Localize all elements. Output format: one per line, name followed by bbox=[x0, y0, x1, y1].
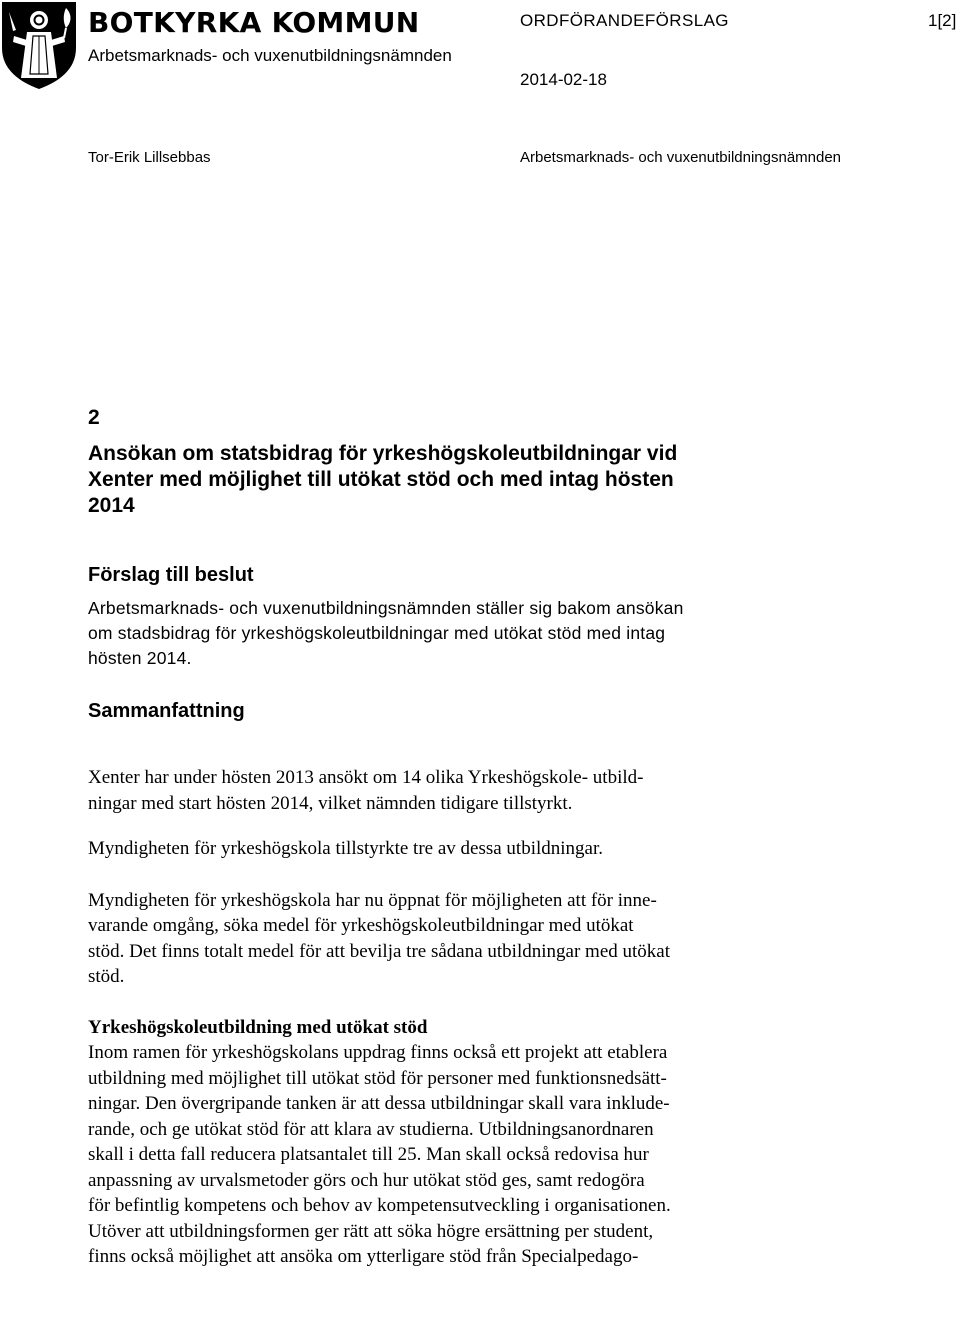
title-line: Xenter med möjlighet till utökat stöd och med intag hösten bbox=[88, 468, 674, 491]
proposal-heading: Förslag till beslut bbox=[88, 564, 254, 586]
summary-heading: Sammanfattning bbox=[88, 700, 245, 722]
document-title bbox=[88, 441, 828, 519]
proposal-text bbox=[88, 596, 828, 671]
coat-of-arms-icon bbox=[0, 0, 78, 90]
paragraph-line: stöd. bbox=[88, 966, 125, 987]
item-number: 2 bbox=[88, 406, 100, 429]
department-name: Arbetsmarknads- och vuxenutbildningsnämnden bbox=[88, 46, 452, 65]
paragraph-line: rande, och ge utökat stöd för att klara av studierna. Utbildningsanordnaren bbox=[88, 1118, 654, 1140]
section-paragraph bbox=[88, 1040, 828, 1270]
paragraph-line: ningar. Den övergripande tanken är att dessa utbildningar skall vara inklude- bbox=[88, 1093, 670, 1114]
paragraph-line: ningar med start hösten 2014, vilket nämnden tidigare tillstyrkt. bbox=[88, 792, 573, 814]
summary-paragraph bbox=[88, 888, 828, 990]
paragraph-line: Utöver att utbildningsformen ger rätt att söka högre ersättning per student, bbox=[88, 1220, 654, 1242]
organization-name: BOTKYRKA KOMMUN bbox=[88, 6, 420, 39]
document-type: ORDFÖRANDEFÖRSLAG bbox=[520, 11, 729, 30]
title-line: Ansökan om statsbidrag för yrkeshögskoleutbildningar vid bbox=[88, 442, 678, 465]
document-body bbox=[88, 404, 828, 1270]
section-heading: Yrkeshögskoleutbildning med utökat stöd bbox=[88, 1016, 428, 1038]
paragraph-line: utbildning med möjlighet till utökat stöd för personer med funktionsnedsätt- bbox=[88, 1067, 667, 1089]
paragraph-line: Xenter har under hösten 2013 ansökt om 14 olika Yrkeshögskole- utbild- bbox=[88, 767, 644, 788]
paragraph-line: stöd. Det finns totalt medel för att bevilja tre sådana utbildningar med utökat bbox=[88, 940, 670, 962]
proposal-line: hösten 2014. bbox=[88, 648, 192, 668]
summary-paragraph bbox=[88, 765, 828, 816]
paragraph-line: skall i detta fall reducera platsantalet till 25. Man skall också redovisa hur bbox=[88, 1144, 649, 1165]
paragraph-line: varande omgång, söka medel för yrkeshögskoleutbildningar med utökat bbox=[88, 915, 634, 936]
page-number: 1[2] bbox=[928, 11, 957, 30]
paragraph-line: för befintlig kompetens och behov av kompetensutveckling i organisationen. bbox=[88, 1195, 671, 1216]
paragraph-line: Myndigheten för yrkeshögskola tillstyrkte tre av dessa utbildningar. bbox=[88, 838, 604, 859]
summary-paragraph bbox=[88, 836, 828, 862]
title-line: 2014 bbox=[88, 494, 135, 517]
document-date: 2014-02-18 bbox=[520, 70, 607, 89]
paragraph-line: anpassning av urvalsmetoder görs och hur utökat stöd ges, samt redogöra bbox=[88, 1169, 645, 1191]
proposal-line: om stadsbidrag för yrkeshögskoleutbildningar med utökat stöd med intag bbox=[88, 623, 666, 643]
paragraph-line: finns också möjlighet att ansöka om ytterligare stöd från Specialpedago- bbox=[88, 1246, 639, 1267]
paragraph-line: Inom ramen för yrkeshögskolans uppdrag finns också ett projekt att etablera bbox=[88, 1042, 668, 1063]
proposal-line: Arbetsmarknads- och vuxenutbildningsnämnden ställer sig bakom ansökan bbox=[88, 598, 684, 618]
author-name: Tor-Erik Lillsebbas bbox=[88, 149, 211, 166]
recipient-name: Arbetsmarknads- och vuxenutbildningsnämnden bbox=[520, 149, 842, 166]
paragraph-line: Myndigheten för yrkeshögskola har nu öppnat för möjligheten att för inne- bbox=[88, 889, 657, 911]
